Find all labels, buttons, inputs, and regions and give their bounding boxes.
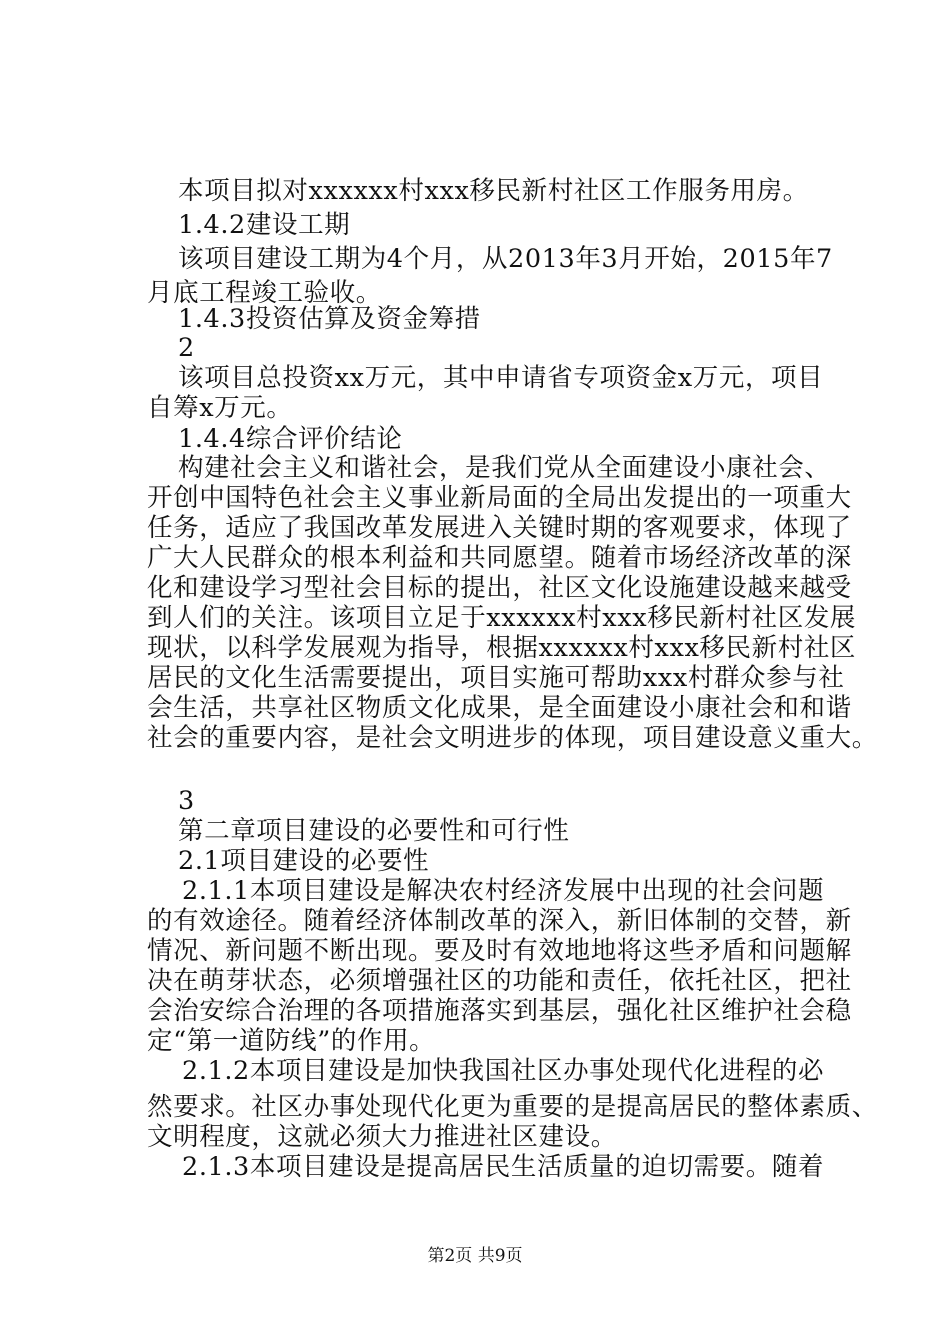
- paragraph-line: 会生活，共享社区物质文化成果，是全面建设小康社会和和谐: [147, 693, 852, 723]
- paragraph-line: 到人们的关注。该项目立足于xxxxxx村xxx移民新村社区发展: [147, 603, 857, 633]
- page-number-marker: 3: [178, 786, 195, 816]
- section-heading: 1.4.4综合评价结论: [178, 424, 403, 454]
- paragraph-line: 定“第一道防线”的作用。: [147, 1026, 436, 1056]
- paragraph-line: 月底工程竣工验收。: [147, 278, 382, 308]
- section-heading: 1.4.3投资估算及资金筹措: [178, 304, 481, 334]
- paragraph-line: 会治安综合治理的各项措施落实到基层，强化社区维护社会稳: [147, 996, 852, 1026]
- section-heading: 1.4.2建设工期: [178, 210, 351, 240]
- paragraph-line: 广大人民群众的根本利益和共同愿望。随着市场经济改革的深: [147, 543, 852, 573]
- paragraph-line: 然要求。社区办事处现代化更为重要的是提高居民的整体素质、: [147, 1092, 878, 1122]
- paragraph-line: 任务，适应了我国改革发展进入关键时期的客观要求，体现了: [147, 513, 852, 543]
- paragraph-line: 决在萌芽状态，必须增强社区的功能和责任，依托社区，把社: [147, 966, 852, 996]
- chapter-heading: 第二章项目建设的必要性和可行性: [178, 816, 570, 846]
- paragraph-line: 构建社会主义和谐社会，是我们党从全面建设小康社会、: [178, 453, 831, 483]
- page-footer: 第2页 共9页: [427, 1246, 523, 1266]
- paragraph-line: 情况、新问题不断出现。要及时有效地地将这些矛盾和问题解: [147, 936, 852, 966]
- page-number-marker: 2: [178, 333, 195, 363]
- paragraph-line: 该项目总投资xx万元，其中申请省专项资金x万元，项目: [178, 363, 824, 393]
- paragraph-line: 该项目建设工期为4个月，从2013年3月开始，2015年7: [178, 244, 833, 274]
- paragraph-line: 居民的文化生活需要提出，项目实施可帮助xxx村群众参与社: [147, 663, 845, 693]
- paragraph-line: 现状，以科学发展观为指导，根据xxxxxx村xxx移民新村社区: [147, 633, 857, 663]
- section-heading: 2.1项目建设的必要性: [178, 846, 430, 876]
- paragraph-line: 社会的重要内容，是社会文明进步的体现，项目建设意义重大。: [147, 723, 878, 753]
- paragraph-line: 文明程度，这就必须大力推进社区建设。: [147, 1122, 617, 1152]
- paragraph-line: 化和建设学习型社会目标的提出，社区文化设施建设越来越受: [147, 573, 852, 603]
- paragraph-line: 开创中国特色社会主义事业新局面的全局出发提出的一项重大: [147, 483, 852, 513]
- paragraph-line: 2.1.3本项目建设是提高居民生活质量的迫切需要。随着: [182, 1152, 825, 1182]
- paragraph-line: 自筹x万元。: [147, 393, 293, 423]
- paragraph-line: 2.1.2本项目建设是加快我国社区办事处现代化进程的必: [182, 1056, 825, 1086]
- paragraph-line: 的有效途径。随着经济体制改革的深入，新旧体制的交替，新: [147, 906, 852, 936]
- paragraph-line: 2.1.1本项目建设是解决农村经济发展中出现的社会问题: [182, 876, 825, 906]
- paragraph-line: 本项目拟对xxxxxx村xxx移民新村社区工作服务用房。: [178, 176, 809, 206]
